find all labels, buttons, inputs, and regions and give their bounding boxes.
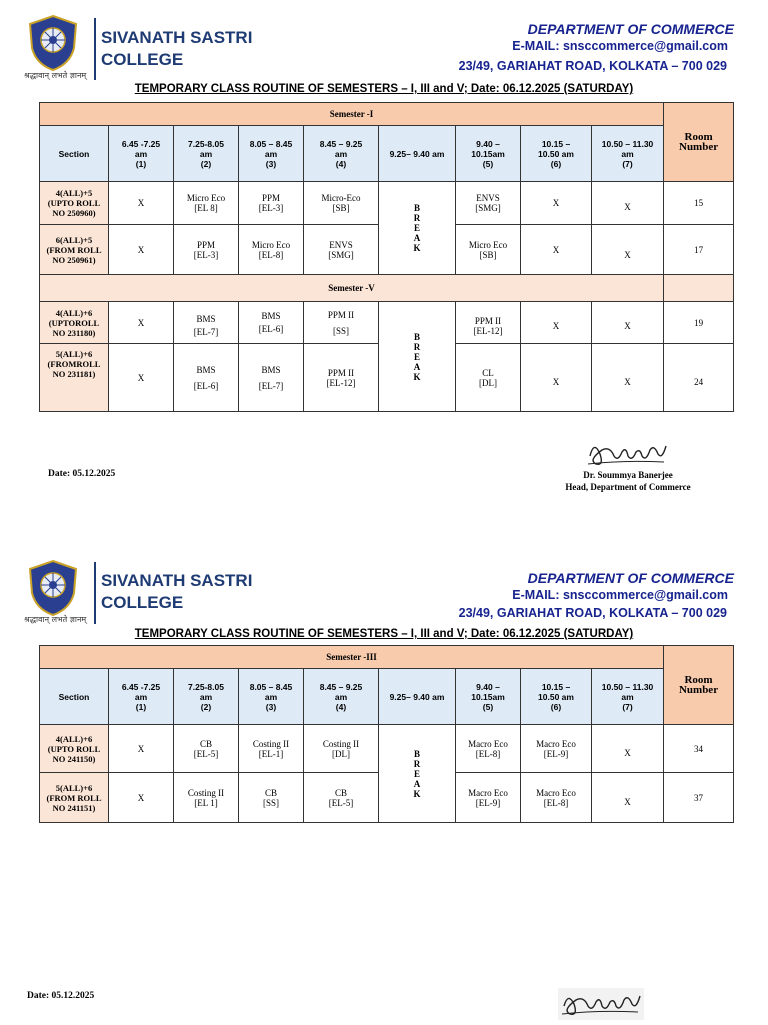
class-cell: X [109, 725, 174, 773]
class-cell: X [521, 182, 592, 225]
section-cell: 5(ALL)+6 (FROMROLL NO 231181) [40, 344, 109, 412]
class-cell: X [521, 302, 592, 344]
department-name: DEPARTMENT OF COMMERCE [527, 570, 734, 586]
class-cell: Micro Eco [SB] [456, 225, 521, 275]
college-motto: श्रद्धावान् लभते ज्ञानम् [24, 615, 87, 624]
room-cell: 37 [664, 773, 734, 823]
room-cell: 19 [664, 302, 734, 344]
class-cell: CL [DL] [456, 344, 521, 412]
room-number-header: Room Number [664, 646, 734, 725]
class-cell: X [109, 773, 174, 823]
college-name: SIVANATH SASTRI COLLEGE [101, 28, 253, 69]
period-header: 9.40 – 10.15am (5) [456, 126, 521, 182]
class-cell: PPM II [EL-12] [304, 344, 379, 412]
class-cell: BMS [EL-7] [239, 344, 304, 412]
signer-title: Head, Department of Commerce [565, 482, 691, 492]
class-cell: Costing II [EL-1] [239, 725, 304, 773]
break-header: 9.25– 9.40 am [379, 669, 456, 725]
signatory [540, 469, 716, 493]
table-row [40, 182, 734, 225]
period-header: 10.15 – 10.50 am (6) [521, 126, 592, 182]
routine-title: TEMPORARY CLASS ROUTINE OF SEMESTERS – I, III and V; Date: 06.12.2025 (SATURDAY) [134, 628, 634, 640]
period-header: 8.05 – 8.45 am (3) [239, 669, 304, 725]
issue-date: Date: 05.12.2025 [48, 469, 116, 479]
table-row [40, 302, 734, 344]
room-cell: 15 [664, 182, 734, 225]
semester-heading: Semester -I [40, 103, 664, 126]
class-cell: CB [EL-5] [304, 773, 379, 823]
class-cell: X [592, 225, 664, 275]
class-cell: X [109, 302, 174, 344]
class-cell: BMS [EL-6] [174, 344, 239, 412]
class-cell: Macro Eco [EL-8] [521, 773, 592, 823]
class-cell: PPM II [EL-12] [456, 302, 521, 344]
period-header: 7.25-8.05 am (2) [174, 669, 239, 725]
break-cell: B R E A K [379, 302, 456, 412]
department-email: E-MAIL: snsccommerce@gmail.com [512, 588, 728, 602]
section-cell: 4(ALL)+6 (UPTO ROLL NO 241150) [40, 725, 109, 773]
class-cell: Micro-Eco [SB] [304, 182, 379, 225]
break-header: 9.25– 9.40 am [379, 126, 456, 182]
break-cell: B R E A K [379, 725, 456, 823]
break-cell: B R E A K [379, 182, 456, 275]
semester-heading: Semester -III [40, 646, 664, 669]
department-name: DEPARTMENT OF COMMERCE [527, 21, 734, 37]
section-cell: 4(ALL)+6 (UPTOROLL NO 231180) [40, 302, 109, 344]
section-header: Section [40, 669, 109, 725]
class-cell: X [592, 773, 664, 823]
class-cell: X [592, 302, 664, 344]
period-header: 8.45 – 9.25 am (4) [304, 126, 379, 182]
section-cell: 4(ALL)+5 (UPTO ROLL NO 250960) [40, 182, 109, 225]
class-cell: CB [SS] [239, 773, 304, 823]
class-cell: PPM [EL-3] [239, 182, 304, 225]
college-name: SIVANATH SASTRI COLLEGE [101, 571, 253, 612]
class-cell: Costing II [DL] [304, 725, 379, 773]
class-cell: ENVS [SMG] [456, 182, 521, 225]
room-cell: 24 [664, 344, 734, 412]
class-cell: X [592, 182, 664, 225]
class-cell: X [109, 344, 174, 412]
section-header: Section [40, 126, 109, 182]
section-cell: 6(ALL)+5 (FROM ROLL NO 250961) [40, 225, 109, 275]
class-cell: Macro Eco [EL-9] [456, 773, 521, 823]
class-cell: Macro Eco [EL-9] [521, 725, 592, 773]
period-header: 8.45 – 9.25 am (4) [304, 669, 379, 725]
issue-date: Date: 05.12.2025 [27, 991, 95, 1001]
routine-title: TEMPORARY CLASS ROUTINE OF SEMESTERS – I, III and V; Date: 06.12.2025 (SATURDAY) [134, 83, 634, 95]
class-cell: X [592, 725, 664, 773]
signer-name: Dr. Soummya Banerjee [583, 470, 673, 480]
signature-icon [558, 988, 644, 1025]
period-header: 6.45 -7.25 am (1) [109, 669, 174, 725]
class-cell: ENVS [SMG] [304, 225, 379, 275]
class-cell: BMS [EL-6] [239, 302, 304, 344]
class-cell: X [521, 225, 592, 275]
room-cell: 34 [664, 725, 734, 773]
header-divider [94, 562, 96, 624]
period-header: 10.15 – 10.50 am (6) [521, 669, 592, 725]
class-cell: PPM [EL-3] [174, 225, 239, 275]
class-cell: X [592, 344, 664, 412]
college-crest-icon [26, 14, 88, 72]
class-cell: CB [EL-5] [174, 725, 239, 773]
room-cell-blank [664, 275, 734, 302]
period-header: 8.05 – 8.45 am (3) [239, 126, 304, 182]
routine-table [39, 102, 734, 412]
period-header: 6.45 -7.25 am (1) [109, 126, 174, 182]
college-motto: श्रद्धावान् लभते ज्ञानम् [24, 71, 87, 80]
college-crest-icon [26, 559, 88, 617]
period-header: 7.25-8.05 am (2) [174, 126, 239, 182]
class-cell: Costing II [EL 1] [174, 773, 239, 823]
routine-table [39, 645, 734, 823]
department-address: 23/49, GARIAHAT ROAD, KOLKATA – 700 029 [458, 606, 727, 620]
header-divider [94, 18, 96, 80]
class-cell: X [521, 344, 592, 412]
class-cell: PPM II [SS] [304, 302, 379, 344]
class-cell: Micro Eco [EL-8] [239, 225, 304, 275]
room-number-header: Room Number [664, 103, 734, 182]
room-cell: 17 [664, 225, 734, 275]
table-row [40, 773, 734, 823]
period-header: 10.50 – 11.30 am (7) [592, 126, 664, 182]
department-address: 23/49, GARIAHAT ROAD, KOLKATA – 700 029 [458, 59, 727, 73]
class-cell: X [109, 182, 174, 225]
department-email: E-MAIL: snsccommerce@gmail.com [512, 39, 728, 53]
semester-heading: Semester -V [40, 275, 664, 302]
class-cell: BMS [EL-7] [174, 302, 239, 344]
class-cell: Macro Eco [EL-8] [456, 725, 521, 773]
period-header: 10.50 – 11.30 am (7) [592, 669, 664, 725]
class-cell: X [109, 225, 174, 275]
class-cell: Micro Eco [EL 8] [174, 182, 239, 225]
table-row [40, 725, 734, 773]
section-cell: 5(ALL)+6 (FROM ROLL NO 241151) [40, 773, 109, 823]
period-header: 9.40 – 10.15am (5) [456, 669, 521, 725]
